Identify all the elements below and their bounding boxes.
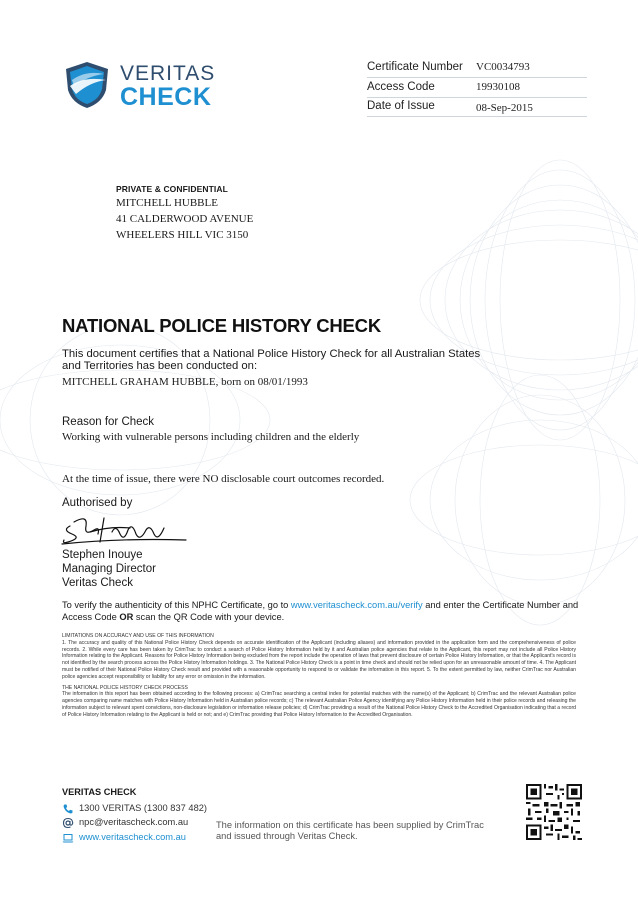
access-code-row (367, 81, 587, 101)
process-heading: THE NATIONAL POLICE HISTORY CHECK PROCESS (62, 684, 188, 691)
recipient-address-line1: 41 CALDERWOOD AVENUE (116, 213, 254, 225)
process-body: The information in this report has been obtained according to the following process: a) CrimTrac searching a central index for potential matches with the name(s) of the Applicant; b) CrimTrac and the relevant Australian police agencies comparing name matches with Police History Information held in Australian police records; c) The relevant Australian Police Agency identifying any Police History Information held in their police records and releasing the information subject to relevant spent convictions, non-disclosure legislation or information release policies; d) CrimTrac providing a result of the National Police History Check to the Accredited Organisation indicating that a record of Police History Information relating to the Applicant is held or not; and e) CrimTrac providing that Police History Information to the Accredited Organisation. (62, 691, 576, 718)
verify-text-mid: and enter the Certificate Number and Access Code (62, 600, 579, 622)
verify-text-pre: To verify the authenticity of this NPHC Certificate, go to (62, 600, 291, 610)
access-code-value: 19930108 (476, 81, 520, 93)
recipient-address-line2: WHEELERS HILL VIC 3150 (116, 229, 249, 241)
shield-icon (62, 60, 112, 110)
access-code-label: Access Code (367, 81, 435, 93)
document-title: NATIONAL POLICE HISTORY CHECK (62, 315, 382, 336)
signature-image (60, 512, 190, 548)
recipient-name: MITCHELL HUBBLE (116, 197, 218, 209)
date-of-issue-value: 08-Sep-2015 (476, 102, 533, 114)
certificate-number-value: VC0034793 (476, 61, 530, 73)
footer-website-link[interactable]: www.veritascheck.com.au (79, 832, 186, 842)
verify-text-or: OR (119, 612, 134, 622)
email-icon (62, 817, 74, 829)
divider (367, 116, 587, 117)
logo-text-veritas: VERITAS (120, 62, 216, 85)
logo-text-check: CHECK (120, 83, 212, 111)
footer-email-text[interactable]: npc@veritascheck.com.au (79, 817, 189, 827)
certificate-number-row (367, 61, 587, 81)
confidential-label: PRIVATE & CONFIDENTIAL (116, 184, 228, 194)
verify-text-post: scan the QR Code with your device. (133, 612, 285, 622)
website-icon (62, 832, 74, 844)
divider (367, 77, 587, 78)
phone-icon (62, 803, 74, 815)
subject-details: MITCHELL GRAHAM HUBBLE, born on 08/01/1993 (62, 376, 308, 388)
footer-title: VERITAS CHECK (62, 787, 137, 797)
divider (367, 97, 587, 98)
reason-value: Working with vulnerable persons including children and the elderly (62, 431, 360, 443)
date-of-issue-label: Date of Issue (367, 100, 435, 112)
veritas-check-logo (62, 58, 216, 112)
certificate-number-label: Certificate Number (367, 61, 463, 73)
limitations-section (62, 633, 576, 719)
authorised-label: Authorised by (62, 497, 133, 509)
verify-link[interactable]: www.veritascheck.com.au/verify (290, 600, 423, 610)
limitations-heading: LIMITATIONS ON ACCURACY AND USE OF THIS INFORMATION (62, 633, 214, 639)
signer-name: Stephen Inouye (62, 549, 143, 561)
outcome-statement: At the time of issue, there were NO disclosable court outcomes recorded. (62, 473, 385, 485)
date-of-issue-row (367, 100, 587, 120)
signer-company: Veritas Check (62, 577, 133, 589)
signer-role: Managing Director (62, 563, 156, 575)
qr-code[interactable] (526, 784, 582, 840)
footer-phone-text: 1300 VERITAS (1300 837 482) (79, 803, 207, 813)
supplied-by-note: The information on this certificate has been supplied by CrimTrac and issued through Veritas Check. (216, 820, 484, 841)
certification-statement: This document certifies that a National Police History Check for all Australian States and Territories has been conducted on: (62, 348, 481, 372)
limitations-body: 1. The accuracy and quality of this National Police History Check depends on accurate identification of the Applicant (including aliases) and information provided in the application form and the comprehensiveness of police records. 2. While every care has been taken by CrimTrac to conduct a search of Police History Information held by it and Australian police agencies that relate to the Applicant, this report may not include all Police History Information relating to the Applicant. Reasons for Police History Information being excluded from the report include the operation of laws that prevent disclosure of certain Police History Information, or that the Applicant's record is not identified by the search process across the Police History Information holdings. 3. The National Police History Check is a point in time check and should not be relied upon for an unreasonable amount of time. 4. The Applicant must be notified of their National Police History Check result and provided with a reasonable opportunity to respond to or validate the information in this report. 5. To the extent permitted by law, neither CrimTrac nor Australian police agencies accept responsibility or liability for any error or omission in the information. (62, 639, 576, 680)
verification-instructions (62, 599, 602, 623)
reason-label: Reason for Check (62, 416, 155, 428)
